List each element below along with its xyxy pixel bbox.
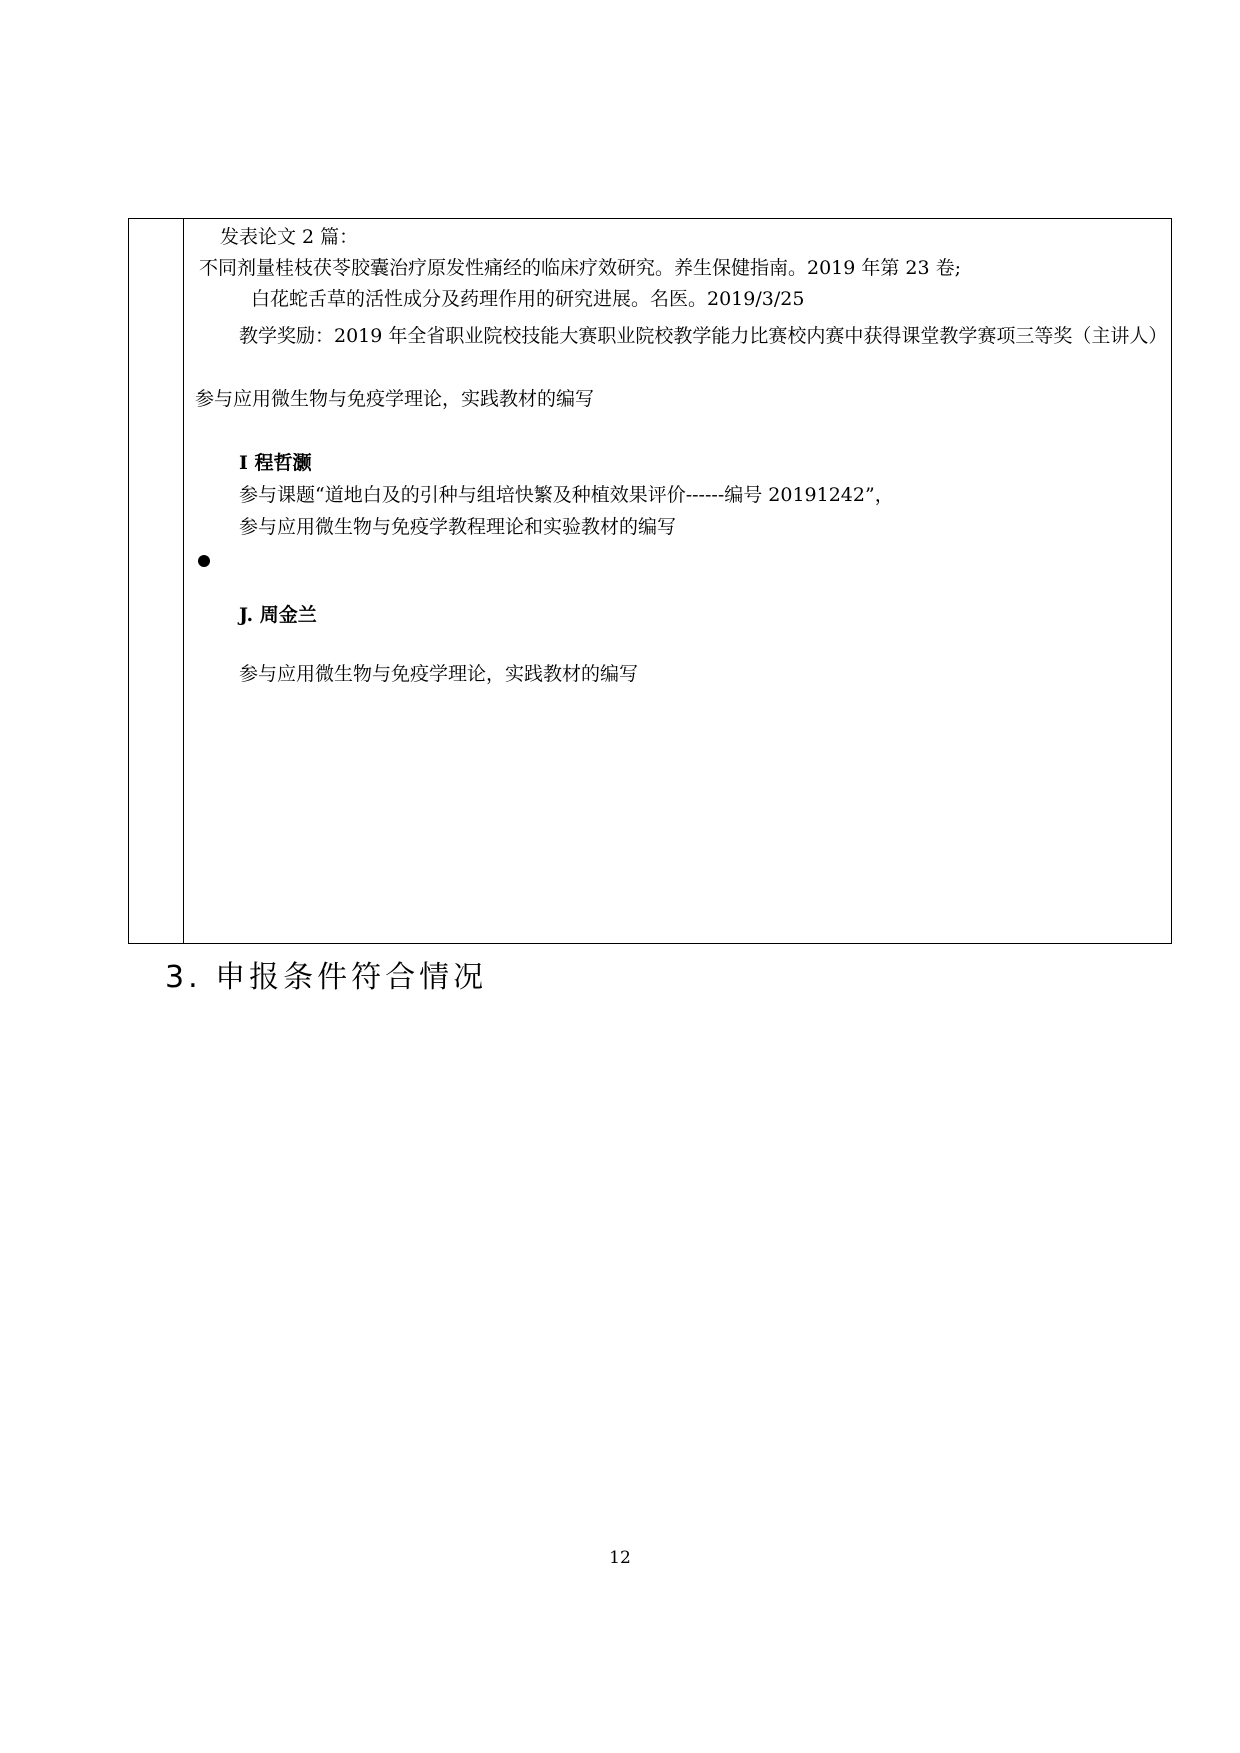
form-table	[128, 218, 1172, 944]
table-left-column	[129, 219, 184, 943]
member-j-name: J. 周金兰	[239, 604, 317, 626]
bullet-icon	[198, 555, 210, 567]
member-i-project: 参与课题“道地白及的引种与组培快繁及种植效果评价------编号 20191242”，	[239, 484, 894, 506]
table-content-cell	[185, 219, 1171, 943]
member-i-name: I 程哲灏	[239, 452, 312, 474]
teaching-award: 教学奖励：2019 年全省职业院校技能大赛职业院校教学能力比赛校内赛中获得课堂教学赛项三等奖（主讲人）	[239, 325, 1168, 347]
paper-item-2: 白花蛇舌草的活性成分及药理作用的研究进展。名医。2019/3/25	[251, 288, 805, 310]
member-j-textbook: 参与应用微生物与免疫学理论，实践教材的编写	[239, 663, 639, 685]
page-number: 12	[609, 1548, 631, 1568]
paper-item-1: 不同剂量桂枝茯苓胶囊治疗原发性痛经的临床疗效研究。养生保健指南。2019 年第 23 卷;	[199, 257, 962, 279]
papers-heading: 发表论文 2 篇：	[220, 226, 359, 248]
member-i-textbook: 参与应用微生物与免疫学教程理论和实验教材的编写	[239, 516, 677, 538]
textbook-participation-1: 参与应用微生物与免疫学理论，实践教材的编写	[195, 388, 595, 410]
section-title: 3. 申报条件符合情况	[165, 960, 488, 995]
